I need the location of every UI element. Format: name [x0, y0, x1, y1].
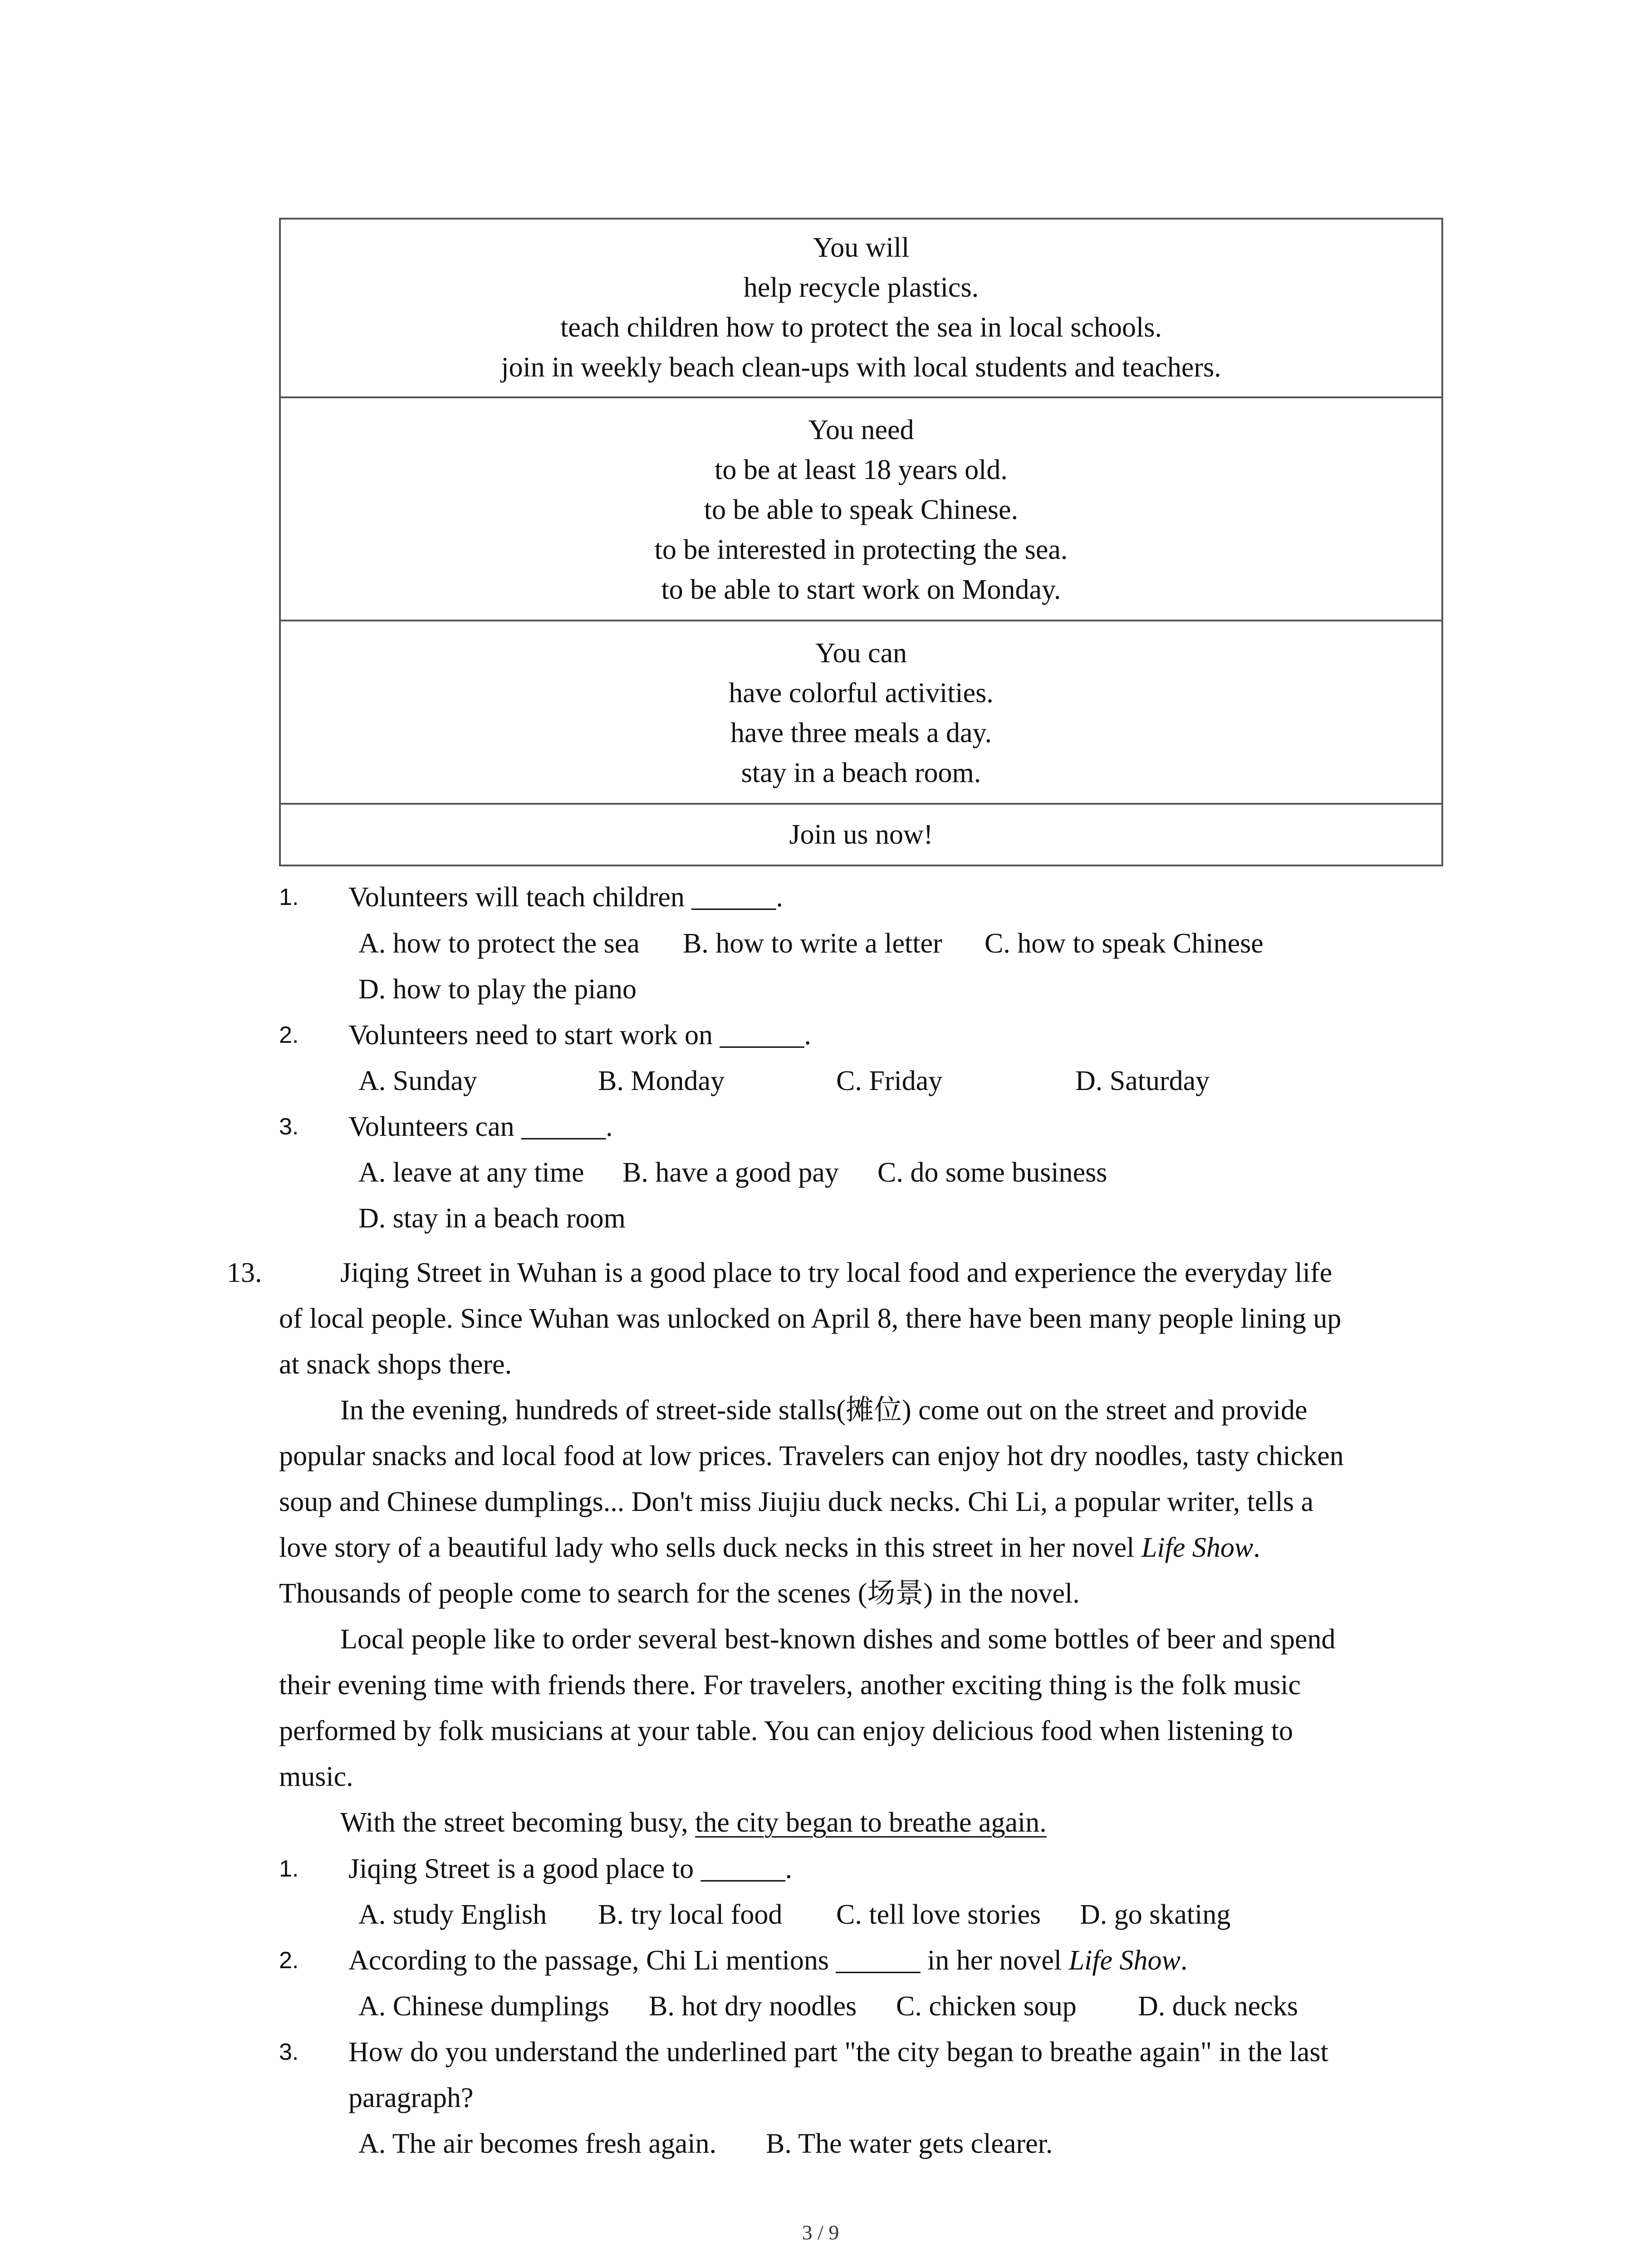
option-a: A. Sunday [358, 1066, 477, 1096]
passage-line: performed by folk musicians at your table. You can enjoy delicious food when listening to [279, 1716, 1293, 1746]
ad-cell-need [280, 397, 1442, 621]
question-text: Volunteers need to start work on ______. [348, 1020, 811, 1051]
question-text: paragraph? [348, 2082, 474, 2113]
option-c: C. chicken soup [896, 1991, 1077, 2022]
ad-line: to be interested in protecting the sea. [654, 534, 1068, 565]
option-a: A. how to protect the sea [358, 928, 640, 959]
passage [279, 1250, 1450, 1846]
ad-line: join in weekly beach clean-ups with local students and teachers. [501, 352, 1221, 383]
ad-cell-can [280, 621, 1442, 804]
ad-table [279, 218, 1443, 866]
ad-line: stay in a beach room. [741, 758, 981, 788]
option-c: C. Friday [836, 1066, 943, 1096]
passage-line: soup and Chinese dumplings... Don't miss Jiujiu duck necks. Chi Li, a popular writer, tells a [279, 1486, 1314, 1517]
option-b: B. try local food [598, 1899, 783, 1930]
section-number: 13. [227, 1257, 262, 1288]
ad-line: have colorful activities. [729, 678, 994, 709]
option-b: B. Monday [598, 1066, 725, 1096]
ad-line: You need [808, 415, 914, 445]
option-d: D. duck necks [1138, 1991, 1298, 2022]
option-b: B. hot dry noodles [649, 1991, 857, 2022]
question-text [348, 1938, 1460, 1983]
passage-line [279, 1800, 1450, 1846]
passage-line [279, 1525, 1450, 1571]
underlined-phrase: the city began to breathe again. [695, 1807, 1047, 1838]
question-number: 3. [279, 1114, 299, 1140]
question-text: Volunteers will teach children ______. [348, 882, 783, 913]
ad-cell-join [280, 804, 1442, 865]
ad-row-will [280, 219, 1442, 397]
question-number: 1. [279, 1856, 299, 1882]
option-d: D. how to play the piano [358, 974, 637, 1005]
option-c: C. how to speak Chinese [985, 928, 1264, 959]
option-d: D. stay in a beach room [358, 1203, 626, 1234]
ad-cell-will [280, 219, 1442, 397]
option-d: D. Saturday [1075, 1066, 1210, 1096]
passage-line: Thousands of people come to search for the scenes (场景) in the novel. [279, 1578, 1080, 1609]
option-d: D. go skating [1080, 1899, 1231, 1930]
ad-line: You will [813, 232, 910, 263]
ad-row-join [280, 804, 1442, 865]
option-a: A. Chinese dumplings [358, 1991, 609, 2022]
ad-row-need [280, 397, 1442, 621]
join-text: Join us now! [789, 819, 933, 850]
ad-line: to be able to speak Chinese. [704, 494, 1019, 525]
passage-line: at snack shops there. [279, 1349, 512, 1380]
page-number: 3 / 9 [802, 2221, 839, 2244]
option-b: B. The water gets clearer. [766, 2128, 1053, 2159]
ad-line: have three meals a day. [730, 718, 992, 748]
passage-line: In the evening, hundreds of street-side stalls(摊位) come out on the street and provide [340, 1395, 1308, 1426]
ad-line: help recycle plastics. [743, 272, 979, 303]
ad-row-can [280, 621, 1442, 804]
passage-text: love story of a beautiful lady who sells duck necks in this street in her novel [279, 1532, 1141, 1563]
passage-text: . [1253, 1532, 1260, 1563]
ad-line: You can [815, 638, 907, 669]
passage-line: Local people like to order several best-known dishes and some bottles of beer and spend [340, 1624, 1336, 1655]
option-a: A. leave at any time [358, 1157, 584, 1188]
option-b: B. how to write a letter [683, 928, 942, 959]
option-c: C. do some business [877, 1157, 1107, 1188]
novel-title: Life Show [1141, 1532, 1254, 1563]
option-b: B. have a good pay [622, 1157, 839, 1188]
passage-line: music. [279, 1761, 353, 1792]
question-number: 1. [279, 884, 299, 910]
passage-line: of local people. Since Wuhan was unlocked on April 8, there have been many people lining up [279, 1303, 1342, 1334]
question-text-part: . [1180, 1945, 1188, 1976]
passage-line: Jiqing Street in Wuhan is a good place to try local food and experience the everyday life [340, 1257, 1332, 1288]
ad-line: to be at least 18 years old. [715, 455, 1008, 485]
question-number: 2. [279, 1022, 299, 1048]
passage-line: popular snacks and local food at low prices. Travelers can enjoy hot dry noodles, tasty chicken [279, 1441, 1344, 1471]
ad-line: teach children how to protect the sea in local schools. [560, 312, 1162, 343]
question-text: How do you understand the underlined part "the city began to breathe again" in the last [348, 2037, 1328, 2068]
option-a: A. The air becomes fresh again. [358, 2128, 717, 2159]
question-number: 2. [279, 1947, 299, 1974]
ad-line: to be able to start work on Monday. [661, 574, 1061, 605]
question-text: Jiqing Street is a good place to ______. [348, 1853, 793, 1884]
option-c: C. tell love stories [836, 1899, 1041, 1930]
question-text: Volunteers can ______. [348, 1111, 613, 1142]
novel-title: Life Show [1068, 1945, 1181, 1976]
option-a: A. study English [358, 1899, 547, 1930]
passage-text: With the street becoming busy, [340, 1807, 696, 1838]
question-number: 3. [279, 2039, 299, 2065]
question-text-part: According to the passage, Chi Li mentions ______ in her novel [348, 1945, 1069, 1976]
passage-line: their evening time with friends there. For travelers, another exciting thing is the folk music [279, 1670, 1301, 1701]
